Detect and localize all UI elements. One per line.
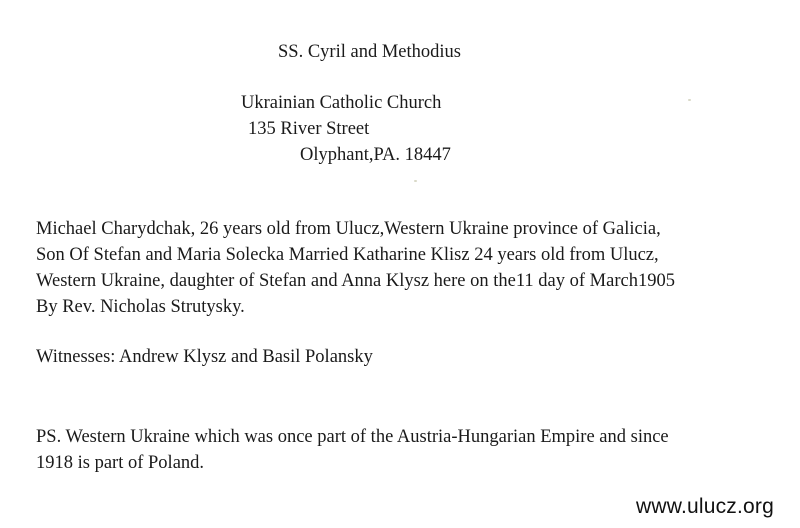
record-line: By Rev. Nicholas Strutysky.	[36, 297, 245, 317]
church-type: Ukrainian Catholic Church	[241, 93, 442, 113]
street-address: 135 River Street	[248, 119, 370, 139]
record-line: Son Of Stefan and Maria Solecka Married Katharine Klisz 24 years old from Ulucz,	[36, 245, 659, 265]
church-name: SS. Cyril and Methodius	[278, 42, 461, 62]
witnesses-line: Witnesses: Andrew Klysz and Basil Polansky	[36, 347, 373, 367]
city-address: Olyphant,PA. 18447	[300, 145, 451, 165]
postscript-line: PS. Western Ukraine which was once part of the Austria-Hungarian Empire and since	[36, 427, 669, 447]
record-line: Western Ukraine, daughter of Stefan and Anna Klysz here on the11 day of March1905	[36, 271, 675, 291]
scan-speck	[414, 180, 417, 182]
scan-speck	[688, 99, 691, 101]
postscript-line: 1918 is part of Poland.	[36, 453, 205, 473]
site-watermark: www.ulucz.org	[636, 495, 774, 518]
record-line: Michael Charydchak, 26 years old from Ulucz,Western Ukraine province of Galicia,	[36, 219, 661, 239]
